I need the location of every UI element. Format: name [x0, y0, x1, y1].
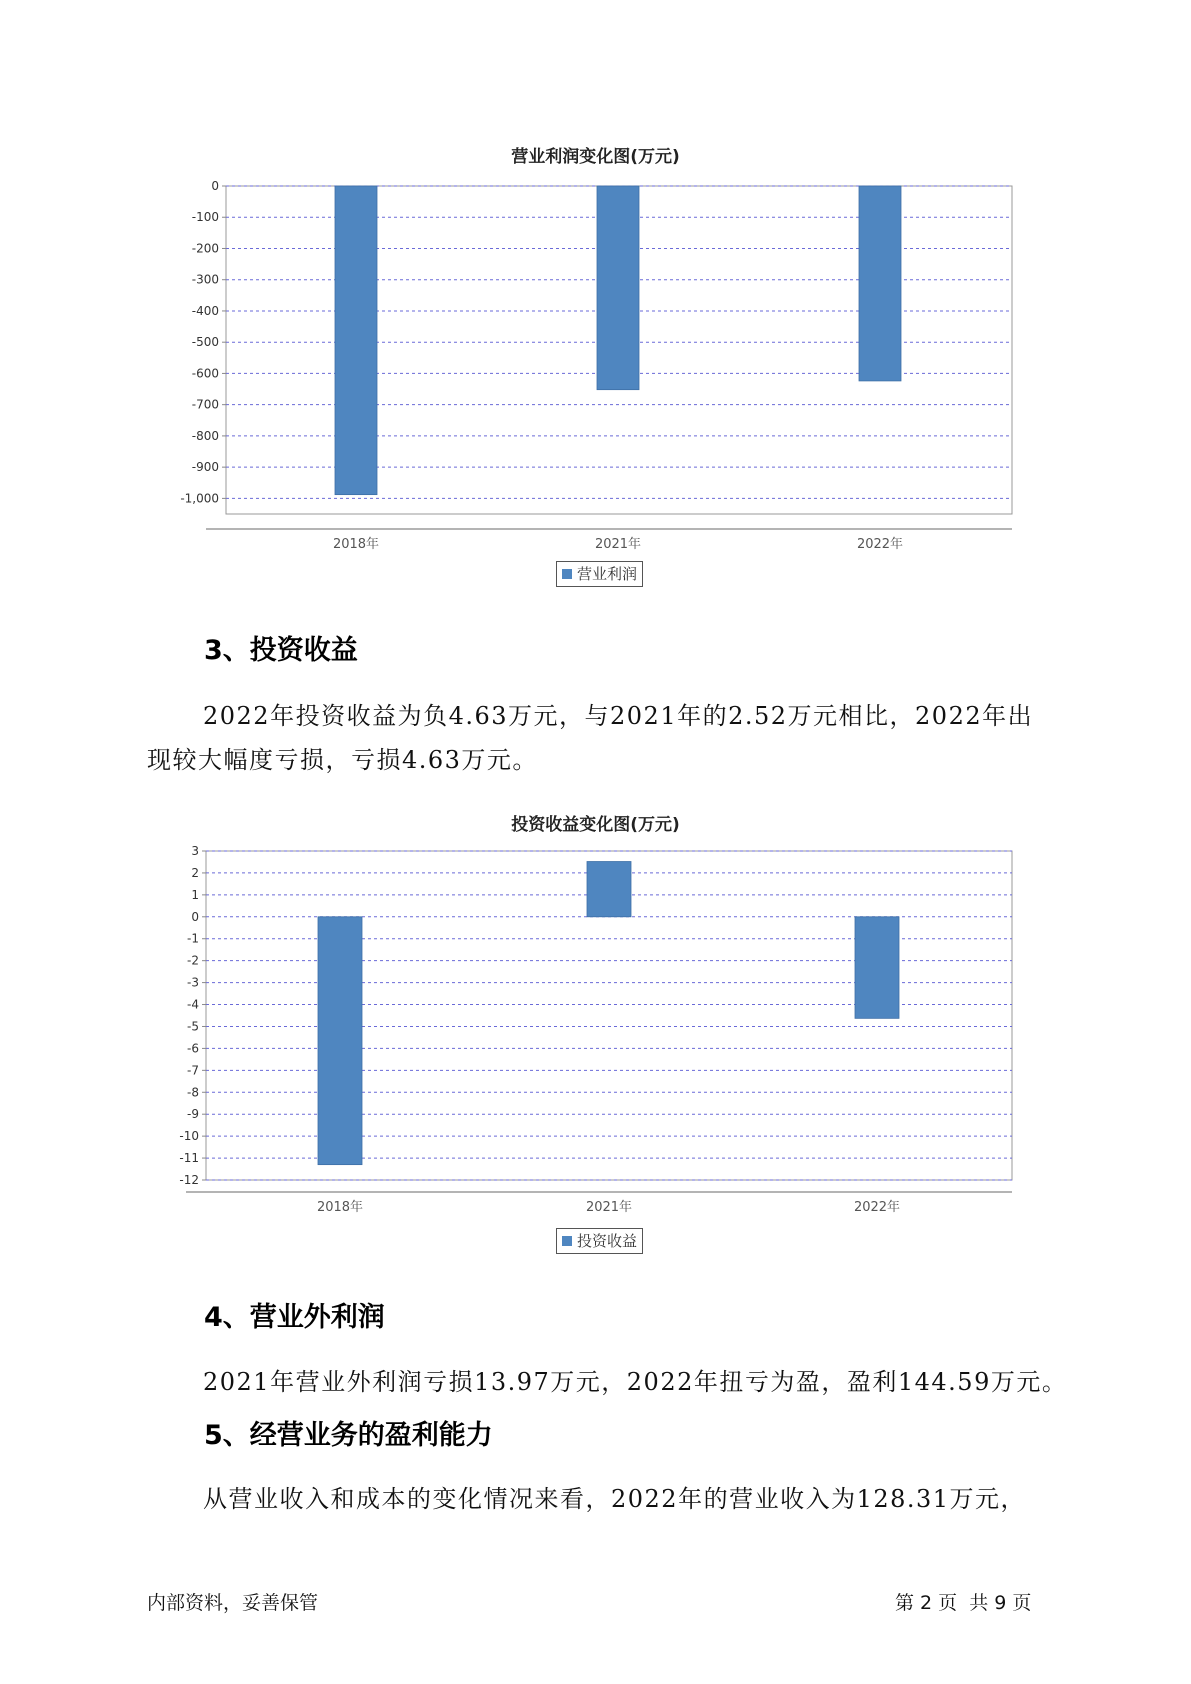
- y-tick-label: 0: [191, 909, 199, 924]
- y-tick-label: -300: [191, 272, 219, 287]
- footer-left: 内部资料，妥善保管: [147, 1592, 319, 1614]
- x-tick-label: 2021年: [594, 537, 642, 552]
- y-tick-label: -800: [191, 428, 219, 443]
- y-tick-label: -900: [191, 460, 219, 475]
- y-tick-label: -2: [187, 953, 199, 968]
- section4-heading: 4、营业外利润: [204, 1302, 385, 1333]
- bar-2022年: [855, 917, 899, 1019]
- chart1-title: 营业利润变化图(万元): [511, 147, 680, 167]
- y-tick-label: -100: [191, 210, 219, 225]
- section4-para-line1: 2021年营业外利润亏损13.97万元，2022年扭亏为盈，盈利144.59万元。: [203, 1368, 1068, 1396]
- section3-para-line1: 2022年投资收益为负4.63万元，与2021年的2.52万元相比，2022年出: [203, 702, 1034, 730]
- y-tick-label: -200: [191, 241, 219, 256]
- y-tick-label: -10: [179, 1129, 199, 1144]
- y-tick-label: -7: [187, 1063, 199, 1078]
- section3-para-line2: 现较大幅度亏损，亏损4.63万元。: [147, 746, 538, 774]
- x-tick-label: 2022年: [856, 537, 904, 552]
- x-tick-label: 2022年: [853, 1200, 901, 1215]
- section5-para-line1: 从营业收入和成本的变化情况来看，2022年的营业收入为128.31万元，: [203, 1485, 1027, 1513]
- legend-swatch-icon: [562, 1236, 572, 1246]
- y-tick-label: -1: [187, 931, 199, 946]
- chart2-legend-label: 投资收益: [577, 1232, 638, 1250]
- section5-heading: 5、经营业务的盈利能力: [204, 1420, 493, 1451]
- y-tick-label: -700: [191, 397, 219, 412]
- y-tick-label: 3: [191, 844, 199, 858]
- y-tick-label: -1,000: [180, 491, 219, 506]
- y-tick-label: -4: [187, 997, 199, 1012]
- y-tick-label: -11: [179, 1151, 199, 1166]
- chart1-legend-label: 营业利润: [577, 565, 638, 583]
- y-tick-label: -600: [191, 366, 219, 381]
- footer-page-number: 第 2 页 共 9 页: [895, 1592, 1032, 1614]
- y-tick-label: -9: [187, 1107, 199, 1122]
- bar-2021年: [587, 862, 631, 917]
- bar-2018年: [318, 917, 362, 1165]
- x-tick-label: 2018年: [332, 537, 380, 552]
- x-tick-label: 2021年: [585, 1200, 633, 1215]
- x-tick-label: 2018年: [316, 1200, 364, 1215]
- y-tick-label: -12: [179, 1173, 199, 1187]
- y-tick-label: -5: [187, 1019, 199, 1034]
- y-tick-label: -500: [191, 335, 219, 350]
- y-tick-label: 0: [211, 179, 219, 193]
- y-tick-label: -400: [191, 303, 219, 318]
- y-tick-label: -8: [187, 1085, 199, 1100]
- section3-heading: 3、投资收益: [204, 635, 358, 666]
- chart2-legend: [556, 1228, 643, 1254]
- y-tick-label: -3: [187, 975, 199, 990]
- y-tick-label: 1: [191, 887, 199, 902]
- y-tick-label: 2: [191, 865, 199, 880]
- y-tick-label: -6: [187, 1041, 199, 1056]
- chart2-title: 投资收益变化图(万元): [511, 815, 680, 835]
